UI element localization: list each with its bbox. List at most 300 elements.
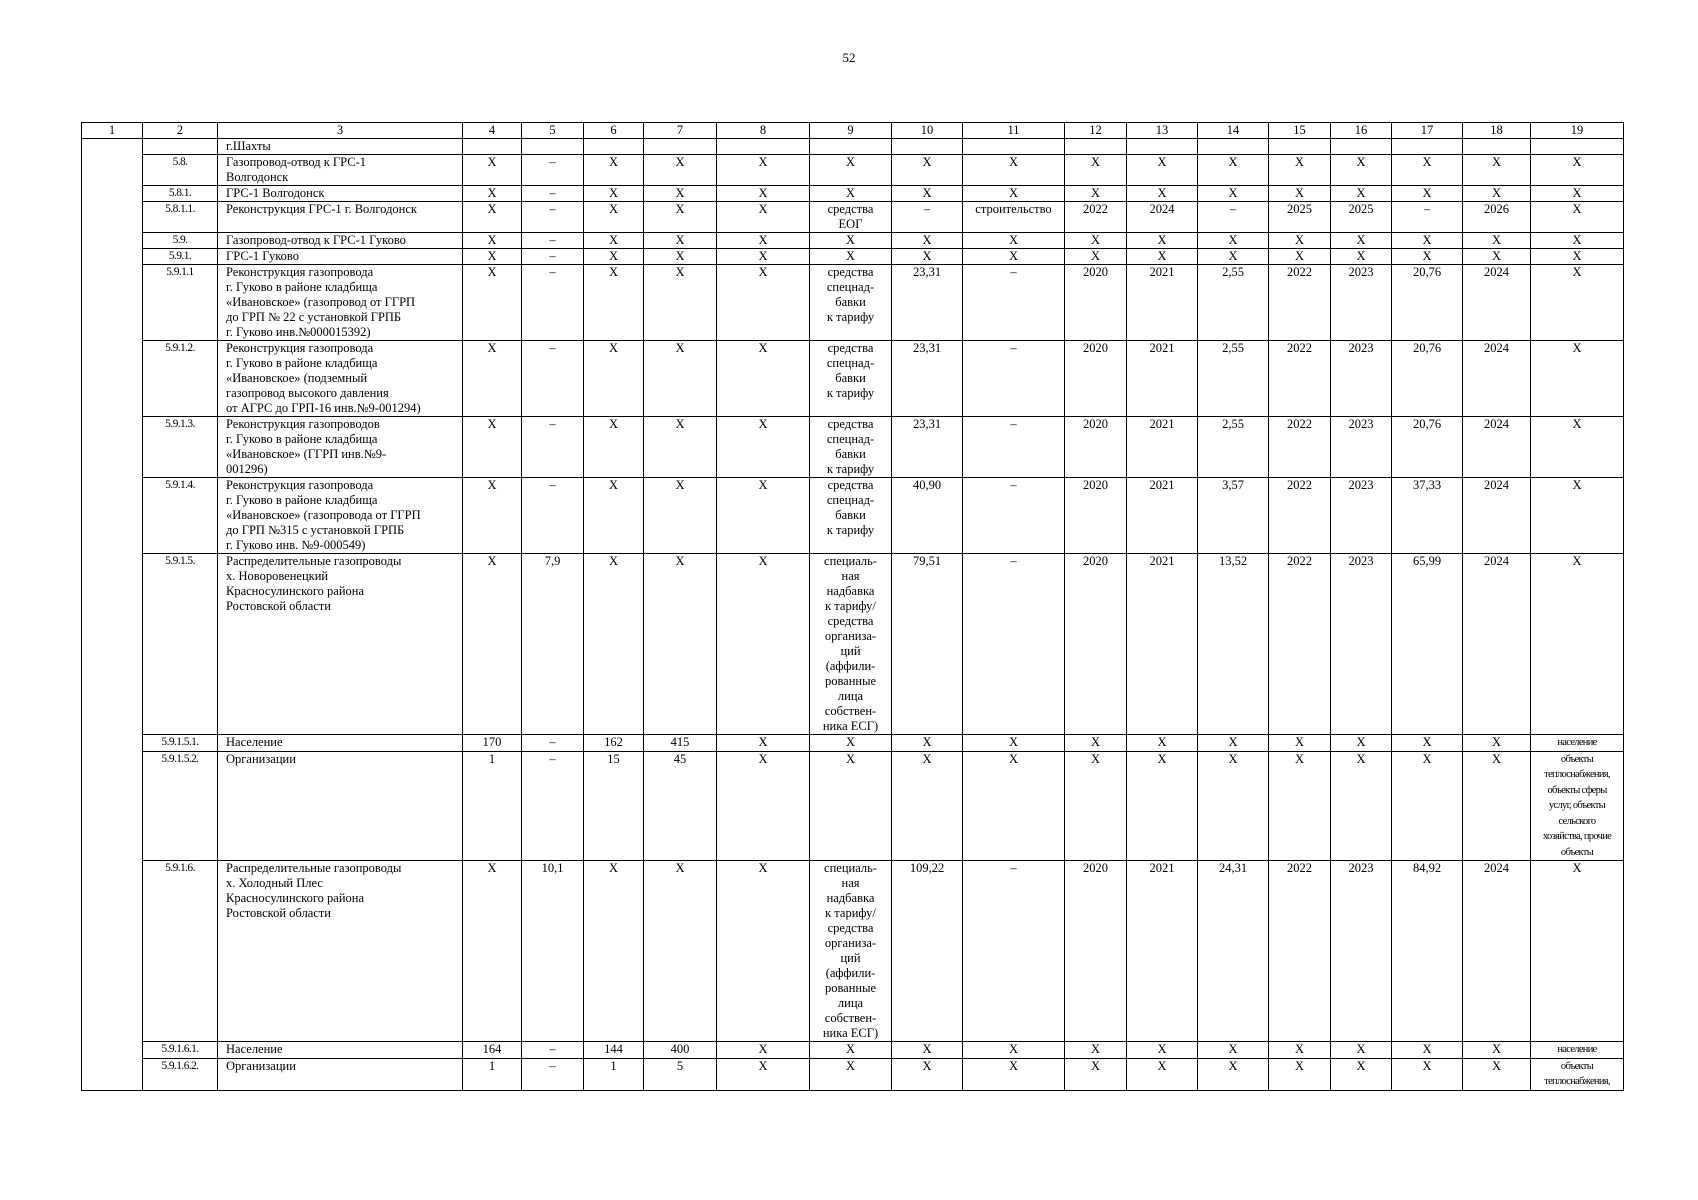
- table-row: [82, 1058, 1624, 1090]
- table-cell: Х: [1463, 233, 1531, 249]
- table-cell: Х: [892, 1042, 963, 1059]
- table-cell: 20,76: [1392, 341, 1463, 417]
- table-cell: 170: [463, 735, 522, 752]
- table-cell: Х: [1269, 249, 1331, 265]
- table-cell: 2024: [1463, 341, 1531, 417]
- table-cell: –: [963, 861, 1065, 1042]
- table-cell: 5.9.1.5.2.: [143, 751, 218, 861]
- table-cell: 24,31: [1198, 861, 1269, 1042]
- table-cell: 23,31: [892, 341, 963, 417]
- table-row: [82, 249, 1624, 265]
- table-cell: 1: [584, 1058, 644, 1090]
- table-cell: [1392, 139, 1463, 155]
- table-cell: Х: [1392, 155, 1463, 186]
- table-cell: Х: [463, 341, 522, 417]
- table-cell: –: [522, 233, 584, 249]
- table-cell: 2024: [1463, 417, 1531, 478]
- table-cell: [1065, 139, 1127, 155]
- table-cell: Х: [1463, 249, 1531, 265]
- table-cell: 2,55: [1198, 417, 1269, 478]
- table-cell: Х: [1198, 155, 1269, 186]
- table-cell: Х: [1198, 249, 1269, 265]
- table-cell: Х: [1127, 1058, 1198, 1090]
- table-cell: –: [522, 751, 584, 861]
- table-cell: 2025: [1269, 202, 1331, 233]
- table-cell: 2021: [1127, 341, 1198, 417]
- table-cell: Х: [644, 155, 717, 186]
- table-cell: Х: [463, 554, 522, 735]
- table-cell: г.Шахты: [218, 139, 463, 155]
- table-cell: 2022: [1269, 417, 1331, 478]
- table-cell: 5.9.: [143, 233, 218, 249]
- table-cell: 5.9.1.6.2.: [143, 1058, 218, 1090]
- table-cell: 5.9.1.: [143, 249, 218, 265]
- table-cell: –: [522, 265, 584, 341]
- table-row: [82, 1042, 1624, 1059]
- table-cell: Население: [218, 735, 463, 752]
- table-cell: [644, 139, 717, 155]
- table-cell: 144: [584, 1042, 644, 1059]
- table-cell: Х: [963, 249, 1065, 265]
- table-cell: Х: [584, 861, 644, 1042]
- table-cell: –: [522, 417, 584, 478]
- table-cell: Х: [1392, 249, 1463, 265]
- table-cell: ГРС-1 Гуково: [218, 249, 463, 265]
- table-cell: Х: [1269, 1058, 1331, 1090]
- table-row: [82, 751, 1624, 861]
- table-row: [82, 202, 1624, 233]
- table-cell: [82, 478, 143, 554]
- table-cell: Х: [810, 155, 892, 186]
- table-cell: Х: [717, 417, 810, 478]
- table-cell: 2021: [1127, 417, 1198, 478]
- column-header: 2: [143, 123, 218, 139]
- table-cell: [717, 139, 810, 155]
- table-cell: Х: [1127, 249, 1198, 265]
- table-cell: Х: [810, 249, 892, 265]
- table-cell: 2024: [1463, 478, 1531, 554]
- table-cell: [82, 554, 143, 735]
- table-cell: [82, 735, 143, 752]
- table-cell: 13,52: [1198, 554, 1269, 735]
- table-cell: Х: [584, 554, 644, 735]
- table-cell: Х: [463, 417, 522, 478]
- table-cell: –: [522, 1058, 584, 1090]
- table-cell: Х: [1065, 155, 1127, 186]
- table-cell: 3,57: [1198, 478, 1269, 554]
- table-cell: –: [522, 202, 584, 233]
- table-cell: [1269, 139, 1331, 155]
- table-cell: Х: [1463, 735, 1531, 752]
- table-cell: Х: [1331, 1042, 1392, 1059]
- table-cell: строительство: [963, 202, 1065, 233]
- table-cell: Х: [1331, 751, 1392, 861]
- table-cell: Х: [717, 202, 810, 233]
- table-cell: [463, 139, 522, 155]
- table-cell: Х: [810, 735, 892, 752]
- table-cell: Х: [1463, 155, 1531, 186]
- table-cell: –: [522, 1042, 584, 1059]
- table-cell: [1127, 139, 1198, 155]
- table-cell: Х: [584, 202, 644, 233]
- column-header: 19: [1531, 123, 1624, 139]
- table-cell: Х: [1531, 341, 1624, 417]
- table-cell: 2022: [1269, 265, 1331, 341]
- table-cell: Х: [644, 202, 717, 233]
- table-cell: Х: [1331, 186, 1392, 202]
- table-cell: Х: [1463, 1042, 1531, 1059]
- table-cell: 2020: [1065, 861, 1127, 1042]
- table-cell: Х: [717, 155, 810, 186]
- table-cell: Х: [1198, 751, 1269, 861]
- table-cell: [963, 139, 1065, 155]
- table-cell: Реконструкция газопровода г. Гуково в районе кладбища «Ивановское» (газопровода от ГГРП до ГРП №315 с установкой ГРПБ г. Гуково инв. №9-000549): [218, 478, 463, 554]
- table-cell: –: [1198, 202, 1269, 233]
- table-cell: 1: [463, 751, 522, 861]
- table-cell: Х: [1269, 233, 1331, 249]
- table-cell: Х: [1392, 751, 1463, 861]
- table-cell: Х: [1531, 861, 1624, 1042]
- table-cell: Х: [1531, 233, 1624, 249]
- table-cell: 5.9.1.6.: [143, 861, 218, 1042]
- table-cell: –: [892, 202, 963, 233]
- table-cell: Х: [717, 249, 810, 265]
- table-cell: 164: [463, 1042, 522, 1059]
- table-cell: средства спецнад- бавки к тарифу: [810, 265, 892, 341]
- table-cell: 2020: [1065, 554, 1127, 735]
- table-cell: Х: [717, 554, 810, 735]
- table-cell: Х: [1392, 1058, 1463, 1090]
- table-cell: Х: [892, 1058, 963, 1090]
- table-cell: Х: [1065, 233, 1127, 249]
- table-cell: –: [963, 478, 1065, 554]
- table-cell: 109,22: [892, 861, 963, 1042]
- table-row: [82, 341, 1624, 417]
- table-cell: Х: [1269, 1042, 1331, 1059]
- table-cell: Х: [717, 1058, 810, 1090]
- table-cell: Х: [1392, 186, 1463, 202]
- table-cell: Х: [584, 249, 644, 265]
- table-cell: 2024: [1463, 265, 1531, 341]
- table-cell: Х: [1198, 186, 1269, 202]
- table-cell: 2,55: [1198, 341, 1269, 417]
- table-cell: Х: [963, 1042, 1065, 1059]
- table-cell: 7,9: [522, 554, 584, 735]
- table-cell: Х: [810, 233, 892, 249]
- table-cell: Организации: [218, 751, 463, 861]
- table-cell: 2024: [1463, 554, 1531, 735]
- table-cell: Х: [717, 341, 810, 417]
- table-cell: 2022: [1269, 861, 1331, 1042]
- table-cell: Х: [963, 735, 1065, 752]
- table-cell: –: [963, 341, 1065, 417]
- column-header: 10: [892, 123, 963, 139]
- column-header: 1: [82, 123, 143, 139]
- table-cell: Х: [892, 735, 963, 752]
- table-cell: Х: [1331, 735, 1392, 752]
- table-cell: 415: [644, 735, 717, 752]
- table-cell: –: [522, 478, 584, 554]
- table-cell: Х: [1269, 751, 1331, 861]
- table-cell: 79,51: [892, 554, 963, 735]
- table-cell: 1: [463, 1058, 522, 1090]
- table-cell: 5.9.1.4.: [143, 478, 218, 554]
- table-cell: [1331, 139, 1392, 155]
- table-cell: Х: [584, 233, 644, 249]
- table-row: [82, 265, 1624, 341]
- table-cell: 65,99: [1392, 554, 1463, 735]
- table-cell: Х: [1392, 735, 1463, 752]
- table-cell: –: [522, 155, 584, 186]
- table-cell: Реконструкция газопровода г. Гуково в районе кладбища «Ивановское» (подземный газопровод высокого давления от АГРС до ГРП-16 инв.№9-001294): [218, 341, 463, 417]
- table-cell: 5.8.1.1.: [143, 202, 218, 233]
- table-cell: –: [522, 249, 584, 265]
- table-cell: Х: [463, 202, 522, 233]
- table-cell: 2025: [1331, 202, 1392, 233]
- table-cell: Х: [463, 861, 522, 1042]
- table-cell: Х: [1531, 554, 1624, 735]
- table-cell: 15: [584, 751, 644, 861]
- table-cell: Х: [963, 1058, 1065, 1090]
- table-cell: Х: [1065, 735, 1127, 752]
- table-cell: –: [963, 265, 1065, 341]
- table-cell: специаль- ная надбавка к тарифу/ средства организа- ций (аффили- рованные лица собствен- ника ЕСГ): [810, 554, 892, 735]
- table-cell: Х: [1127, 751, 1198, 861]
- table-cell: Х: [717, 186, 810, 202]
- header-row: [82, 123, 1624, 139]
- table-cell: 2023: [1331, 554, 1392, 735]
- table-cell: Х: [717, 751, 810, 861]
- table-cell: Х: [963, 233, 1065, 249]
- table-row: [82, 554, 1624, 735]
- table-cell: [82, 233, 143, 249]
- table-cell: Х: [1531, 265, 1624, 341]
- table-cell: 5.8.: [143, 155, 218, 186]
- table-cell: 2020: [1065, 265, 1127, 341]
- table-cell: Х: [1065, 1042, 1127, 1059]
- table-cell: Х: [1269, 186, 1331, 202]
- table-cell: ГРС-1 Волгодонск: [218, 186, 463, 202]
- table-cell: 2024: [1463, 861, 1531, 1042]
- column-header: 7: [644, 123, 717, 139]
- table-cell: 20,76: [1392, 265, 1463, 341]
- table-cell: [892, 139, 963, 155]
- table-cell: Х: [584, 417, 644, 478]
- table-cell: Распределительные газопроводы х. Холодный Плес Красносулинского района Ростовской области: [218, 861, 463, 1042]
- table-cell: [522, 139, 584, 155]
- table-cell: Х: [1269, 155, 1331, 186]
- table-cell: Х: [963, 751, 1065, 861]
- table-cell: Х: [463, 155, 522, 186]
- column-header: 4: [463, 123, 522, 139]
- table-cell: Х: [892, 751, 963, 861]
- table-cell: средства спецнад- бавки к тарифу: [810, 478, 892, 554]
- table-cell: Х: [1127, 735, 1198, 752]
- table-cell: Х: [463, 265, 522, 341]
- table-row: [82, 861, 1624, 1042]
- table-cell: 5.9.1.5.1.: [143, 735, 218, 752]
- table-cell: Х: [1463, 186, 1531, 202]
- table-cell: –: [963, 554, 1065, 735]
- table-cell: 45: [644, 751, 717, 861]
- table-cell: Х: [463, 233, 522, 249]
- table-cell: Х: [584, 186, 644, 202]
- table-cell: 2024: [1127, 202, 1198, 233]
- table-cell: Х: [1331, 155, 1392, 186]
- table-cell: [810, 139, 892, 155]
- table-cell: 2023: [1331, 861, 1392, 1042]
- table-cell: 37,33: [1392, 478, 1463, 554]
- table-cell: Х: [717, 861, 810, 1042]
- table-row: [82, 735, 1624, 752]
- column-header: 13: [1127, 123, 1198, 139]
- table-row: [82, 139, 1624, 155]
- table-cell: 5.9.1.5.: [143, 554, 218, 735]
- table-cell: [82, 417, 143, 478]
- column-header: 15: [1269, 123, 1331, 139]
- table-cell: [82, 1042, 143, 1059]
- table-row: [82, 417, 1624, 478]
- table-cell: 5.9.1.6.1.: [143, 1042, 218, 1059]
- table-cell: Х: [463, 478, 522, 554]
- table-cell: Население: [218, 1042, 463, 1059]
- table-cell: объекты теплоснабжения, объекты сферы услуг, объекты сельского хозяйства, прочие объекты: [1531, 751, 1624, 861]
- table-cell: средства спецнад- бавки к тарифу: [810, 341, 892, 417]
- table-cell: [82, 265, 143, 341]
- column-header: 12: [1065, 123, 1127, 139]
- table-cell: 40,90: [892, 478, 963, 554]
- table-cell: Х: [1127, 186, 1198, 202]
- table-cell: 2023: [1331, 417, 1392, 478]
- table-cell: Х: [892, 249, 963, 265]
- table-cell: Х: [1463, 1058, 1531, 1090]
- column-header: 9: [810, 123, 892, 139]
- table-cell: Х: [1531, 202, 1624, 233]
- table-cell: Х: [1065, 186, 1127, 202]
- table-cell: 2020: [1065, 417, 1127, 478]
- table-cell: Х: [1127, 1042, 1198, 1059]
- table-cell: Х: [644, 265, 717, 341]
- table-cell: 23,31: [892, 265, 963, 341]
- table-cell: Х: [1198, 1042, 1269, 1059]
- column-header: 6: [584, 123, 644, 139]
- table-cell: 2022: [1269, 478, 1331, 554]
- table-cell: [82, 139, 143, 155]
- table-cell: 2022: [1269, 341, 1331, 417]
- table-cell: [82, 341, 143, 417]
- table-cell: [1198, 139, 1269, 155]
- table-cell: Х: [644, 861, 717, 1042]
- table-row: [82, 478, 1624, 554]
- table-cell: специаль- ная надбавка к тарифу/ средства организа- ций (аффили- рованные лица собствен- ника ЕСГ): [810, 861, 892, 1042]
- table-cell: Х: [1127, 233, 1198, 249]
- table-cell: [82, 202, 143, 233]
- table-cell: 5: [644, 1058, 717, 1090]
- table-cell: Х: [1531, 155, 1624, 186]
- table-row: [82, 186, 1624, 202]
- table-cell: –: [522, 186, 584, 202]
- table-cell: [584, 139, 644, 155]
- column-header: 16: [1331, 123, 1392, 139]
- table-cell: Х: [1198, 735, 1269, 752]
- table-cell: 2023: [1331, 478, 1392, 554]
- table-cell: 2020: [1065, 478, 1127, 554]
- table-cell: Х: [717, 478, 810, 554]
- table-cell: [82, 155, 143, 186]
- table-cell: Х: [1065, 249, 1127, 265]
- table-cell: Х: [1531, 417, 1624, 478]
- table-cell: Х: [584, 341, 644, 417]
- table-cell: Х: [1065, 751, 1127, 861]
- table-cell: Х: [644, 186, 717, 202]
- table-cell: 2022: [1269, 554, 1331, 735]
- table-cell: Х: [1392, 233, 1463, 249]
- table-cell: Х: [644, 341, 717, 417]
- table-row: [82, 155, 1624, 186]
- table-row: [82, 233, 1624, 249]
- table-cell: 2,55: [1198, 265, 1269, 341]
- table-cell: Х: [1127, 155, 1198, 186]
- table-cell: средства спецнад- бавки к тарифу: [810, 417, 892, 478]
- table-cell: Х: [717, 233, 810, 249]
- page-number: 52: [842, 50, 856, 65]
- table-cell: Организации: [218, 1058, 463, 1090]
- table-cell: 84,92: [1392, 861, 1463, 1042]
- table-cell: [82, 751, 143, 861]
- table-cell: Х: [717, 1042, 810, 1059]
- table-cell: 2026: [1463, 202, 1531, 233]
- table-cell: Х: [584, 478, 644, 554]
- table-cell: Х: [810, 1042, 892, 1059]
- table-cell: Х: [717, 265, 810, 341]
- table-cell: Х: [644, 478, 717, 554]
- table-cell: Х: [963, 155, 1065, 186]
- table-cell: Х: [1531, 478, 1624, 554]
- table-cell: [82, 1058, 143, 1090]
- table-cell: 2022: [1065, 202, 1127, 233]
- table-cell: 2021: [1127, 554, 1198, 735]
- table-cell: Х: [644, 417, 717, 478]
- table-cell: [82, 861, 143, 1042]
- table-cell: 23,31: [892, 417, 963, 478]
- table-cell: объекты теплоснабжения,: [1531, 1058, 1624, 1090]
- table-cell: 5.8.1.: [143, 186, 218, 202]
- table-cell: Х: [1392, 1042, 1463, 1059]
- table-cell: 2023: [1331, 265, 1392, 341]
- table-cell: 2020: [1065, 341, 1127, 417]
- table-cell: Газопровод-отвод к ГРС-1 Гуково: [218, 233, 463, 249]
- table-cell: [1531, 139, 1624, 155]
- table-cell: 20,76: [1392, 417, 1463, 478]
- table-cell: Х: [1065, 1058, 1127, 1090]
- table-cell: –: [963, 417, 1065, 478]
- table-cell: 10,1: [522, 861, 584, 1042]
- table-cell: 2023: [1331, 341, 1392, 417]
- table-cell: население: [1531, 735, 1624, 752]
- table-cell: Газопровод-отвод к ГРС-1 Волгодонск: [218, 155, 463, 186]
- table-cell: –: [522, 735, 584, 752]
- table-cell: –: [1392, 202, 1463, 233]
- table-cell: Распределительные газопроводы х. Новоровенецкий Красносулинского района Ростовской области: [218, 554, 463, 735]
- table-cell: население: [1531, 1042, 1624, 1059]
- table-cell: –: [522, 341, 584, 417]
- table-cell: [143, 139, 218, 155]
- table-cell: 5.9.1.3.: [143, 417, 218, 478]
- table-cell: 2021: [1127, 478, 1198, 554]
- table-cell: Реконструкция газопровода г. Гуково в районе кладбища «Ивановское» (газопровод от ГГРП до ГРП № 22 с установкой ГРПБ г. Гуково инв.№000015392): [218, 265, 463, 341]
- table-cell: 2021: [1127, 265, 1198, 341]
- table-cell: 5.9.1.2.: [143, 341, 218, 417]
